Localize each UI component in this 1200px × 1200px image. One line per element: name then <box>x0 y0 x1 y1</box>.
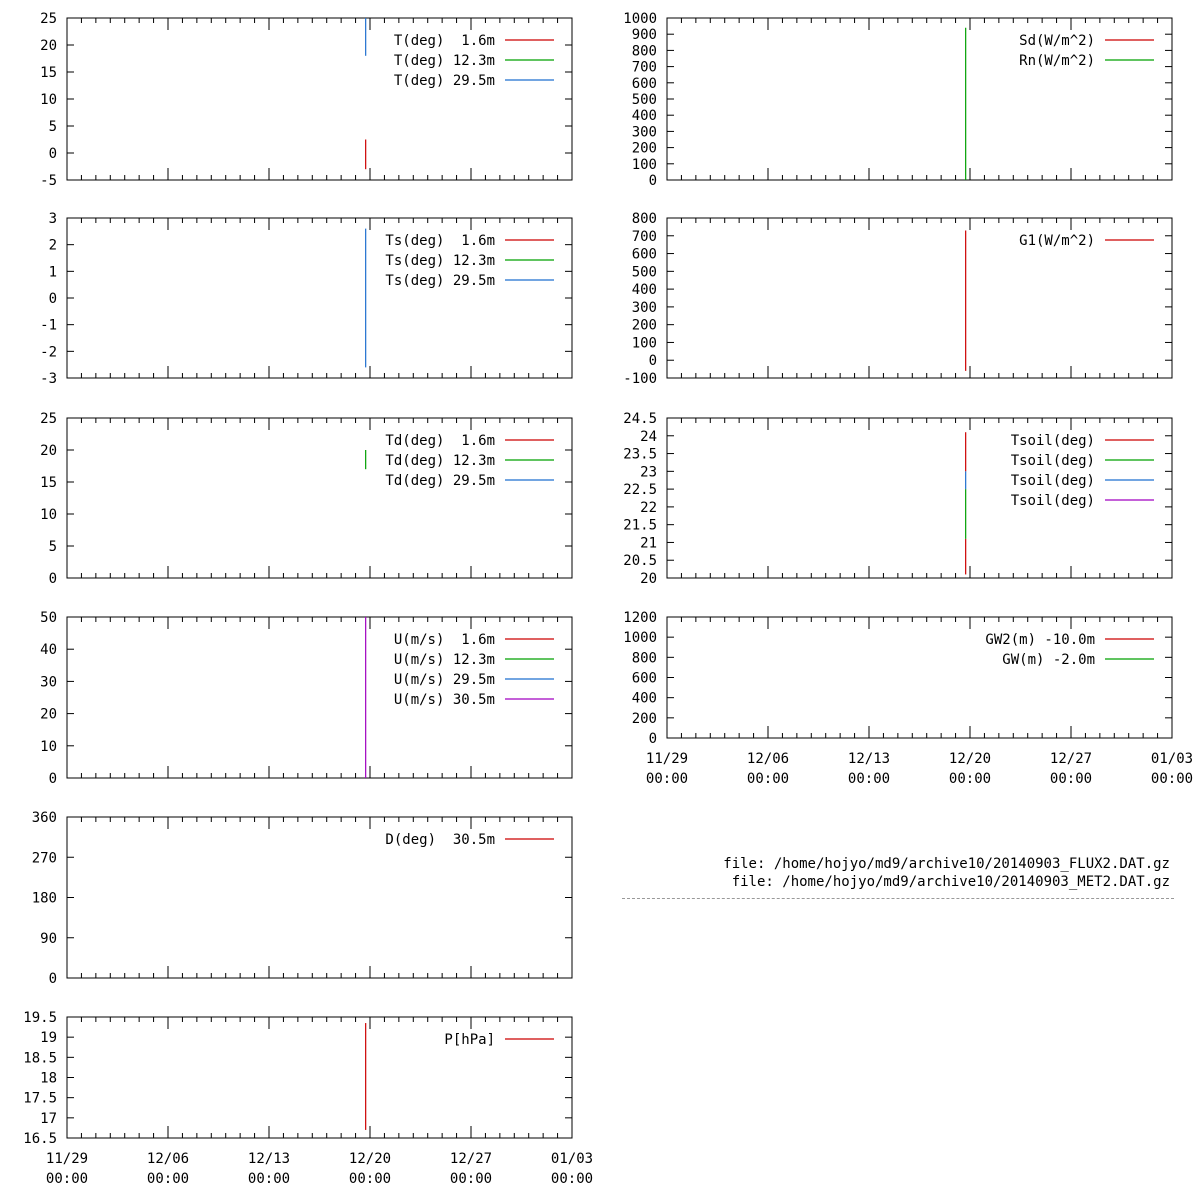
y-tick-label: 5 <box>48 119 57 135</box>
x-tick-label-time: 00:00 <box>645 771 689 787</box>
y-tick-label: 0 <box>648 731 657 747</box>
legend-label: U(m/s) 1.6m <box>393 632 495 648</box>
legend-label: D(deg) 30.5m <box>385 832 495 848</box>
y-tick-label: 17 <box>40 1110 57 1127</box>
plot-frame-pres <box>67 1017 572 1138</box>
x-tick-label-date: 12/27 <box>449 1151 493 1167</box>
y-tick-label: 270 <box>31 850 57 867</box>
x-tick-label-date: 01/03 <box>1150 751 1194 767</box>
y-tick-label: 21.5 <box>623 517 657 534</box>
y-tick-label: 300 <box>631 299 657 316</box>
x-tick-label-date: 12/13 <box>847 751 891 767</box>
y-tick-label: 300 <box>631 124 657 141</box>
x-tick-label-date: 12/27 <box>1049 751 1093 767</box>
y-tick-label: 15 <box>40 475 57 491</box>
panel-wind <box>40 610 572 787</box>
y-tick-label: 1200 <box>623 610 657 626</box>
plot-frame-g1 <box>667 218 1172 378</box>
x-tick-label-date: 11/29 <box>645 751 689 767</box>
legend-label: GW(m) -2.0m <box>1002 652 1095 668</box>
y-tick-label: 200 <box>631 710 657 727</box>
x-tick-label-time: 00:00 <box>45 1171 89 1187</box>
legend-label: Ts(deg) 29.5m <box>385 273 495 289</box>
x-tick-label-time: 00:00 <box>550 1171 594 1187</box>
x-tick-label-date: 01/03 <box>550 1151 594 1167</box>
y-tick-label: 23.5 <box>623 446 657 463</box>
y-tick-label: 600 <box>631 246 657 263</box>
plot-frame-wind <box>67 617 572 778</box>
x-tick-label-time: 00:00 <box>247 1171 291 1187</box>
y-tick-label: 20.5 <box>623 553 657 570</box>
legend-label: Tsoil(deg) <box>1010 433 1095 449</box>
y-tick-label: 21 <box>640 535 657 552</box>
x-tick-label-time: 00:00 <box>746 771 790 787</box>
legend-label: T(deg) 29.5m <box>393 73 495 89</box>
y-tick-label: 22.5 <box>623 482 657 499</box>
legend-label: Td(deg) 29.5m <box>385 473 495 489</box>
y-tick-label: 10 <box>40 507 57 523</box>
y-tick-label: 25 <box>40 411 57 427</box>
y-tick-label: 20 <box>40 38 57 54</box>
file-info-line-2: file: /home/hojyo/md9/archive10/20140903_MET2.DAT.gz <box>731 874 1170 890</box>
panel-pres <box>23 1010 593 1187</box>
y-tick-label: 18.5 <box>23 1050 57 1067</box>
panel-tsoil <box>623 411 1172 587</box>
legend-label: U(m/s) 12.3m <box>393 652 495 668</box>
y-tick-label: 16.5 <box>23 1131 57 1147</box>
x-tick-label-time: 00:00 <box>847 771 891 787</box>
plot-frame-tsoil <box>667 418 1172 578</box>
y-tick-label: 0 <box>48 291 57 307</box>
legend-label: G1(W/m^2) <box>1019 233 1095 249</box>
y-tick-label: -1 <box>40 317 57 334</box>
legend-label: U(m/s) 30.5m <box>393 692 495 708</box>
legend-label: Tsoil(deg) <box>1010 473 1095 489</box>
y-tick-label: 17.5 <box>23 1090 57 1107</box>
legend-label: Ts(deg) 12.3m <box>385 253 495 269</box>
y-tick-label: -100 <box>623 371 657 387</box>
y-tick-label: 0 <box>48 571 57 587</box>
plot-frame-temp <box>67 18 572 180</box>
y-tick-label: 800 <box>631 650 657 667</box>
panel-g1 <box>623 211 1172 387</box>
y-tick-label: 22 <box>640 499 657 516</box>
y-tick-label: 10 <box>40 92 57 108</box>
y-tick-label: 10 <box>40 738 57 755</box>
legend-label: GW2(m) -10.0m <box>985 632 1095 648</box>
x-tick-label-date: 11/29 <box>45 1151 89 1167</box>
y-tick-label: 0 <box>48 146 57 162</box>
x-tick-label-time: 00:00 <box>1049 771 1093 787</box>
plot-frame-ts <box>67 218 572 378</box>
legend-label: Td(deg) 1.6m <box>385 433 495 449</box>
y-tick-label: 0 <box>648 353 657 370</box>
y-tick-label: -2 <box>40 344 57 361</box>
panel-ts <box>40 211 572 387</box>
y-tick-label: 20 <box>40 706 57 723</box>
y-tick-label: 700 <box>631 228 657 245</box>
y-tick-label: 1000 <box>623 11 657 27</box>
panel-temp <box>40 11 572 189</box>
y-tick-label: 19 <box>40 1030 57 1047</box>
y-tick-label: 500 <box>631 264 657 281</box>
y-tick-label: 600 <box>631 75 657 92</box>
x-tick-label-date: 12/06 <box>146 1151 190 1167</box>
legend-label: Tsoil(deg) <box>1010 453 1095 469</box>
y-tick-label: 800 <box>631 211 657 227</box>
y-tick-label: 30 <box>40 674 57 691</box>
y-tick-label: 800 <box>631 43 657 60</box>
x-tick-label-date: 12/20 <box>948 751 992 767</box>
y-tick-label: 24 <box>640 428 657 445</box>
file-info-separator <box>622 898 1174 899</box>
y-tick-label: 19.5 <box>23 1010 57 1026</box>
y-tick-label: 20 <box>640 571 657 587</box>
y-tick-label: 400 <box>631 690 657 707</box>
y-tick-label: 360 <box>31 810 57 826</box>
legend-label: T(deg) 12.3m <box>393 53 495 69</box>
y-tick-label: 90 <box>40 930 57 947</box>
x-tick-label-time: 00:00 <box>1150 771 1194 787</box>
legend-label: U(m/s) 29.5m <box>393 672 495 688</box>
y-tick-label: 500 <box>631 92 657 108</box>
file-info-line-1: file: /home/hojyo/md9/archive10/20140903_FLUX2.DAT.gz <box>723 856 1170 872</box>
y-tick-label: 400 <box>631 108 657 125</box>
y-tick-label: 5 <box>48 539 57 555</box>
y-tick-label: 25 <box>40 11 57 27</box>
x-tick-label-date: 12/20 <box>348 1151 392 1167</box>
x-tick-label-date: 12/06 <box>746 751 790 767</box>
y-tick-label: 15 <box>40 65 57 81</box>
legend-label: Sd(W/m^2) <box>1019 33 1095 49</box>
y-tick-label: 100 <box>631 335 657 352</box>
y-tick-label: 1 <box>48 264 57 281</box>
panel-td <box>40 411 572 587</box>
legend-label: P[hPa] <box>444 1032 495 1048</box>
legend-label: Td(deg) 12.3m <box>385 453 495 469</box>
y-tick-label: 2 <box>48 237 57 254</box>
x-tick-label-date: 12/13 <box>247 1151 291 1167</box>
panel-dir <box>32 810 572 987</box>
y-tick-label: 24.5 <box>623 411 657 427</box>
y-tick-label: 20 <box>40 443 57 459</box>
y-tick-label: 3 <box>48 211 57 227</box>
plot-frame-td <box>67 418 572 578</box>
y-tick-label: 200 <box>631 317 657 334</box>
y-tick-label: 0 <box>48 971 57 987</box>
y-tick-label: 900 <box>631 27 657 44</box>
legend-label: Rn(W/m^2) <box>1019 53 1095 69</box>
x-tick-label-time: 00:00 <box>348 1171 392 1187</box>
y-tick-label: 200 <box>631 140 657 157</box>
legend-label: Ts(deg) 1.6m <box>385 233 495 249</box>
y-tick-label: -5 <box>40 173 57 189</box>
y-tick-label: 700 <box>631 59 657 76</box>
plot-frame-dir <box>67 817 572 978</box>
panel-gw <box>623 610 1193 787</box>
plot-frame-gw <box>667 617 1172 738</box>
x-tick-label-time: 00:00 <box>449 1171 493 1187</box>
panel-rad <box>623 11 1172 189</box>
y-tick-label: -3 <box>40 371 57 387</box>
y-tick-label: 0 <box>648 173 657 189</box>
y-tick-label: 400 <box>631 282 657 299</box>
x-tick-label-time: 00:00 <box>146 1171 190 1187</box>
y-tick-label: 40 <box>40 642 57 659</box>
y-tick-label: 100 <box>631 156 657 173</box>
x-tick-label-time: 00:00 <box>948 771 992 787</box>
y-tick-label: 1000 <box>623 630 657 647</box>
y-tick-label: 50 <box>40 610 57 626</box>
y-tick-label: 18 <box>40 1070 57 1087</box>
legend-label: T(deg) 1.6m <box>393 33 495 49</box>
legend-label: Tsoil(deg) <box>1010 493 1095 509</box>
plot-frame-rad <box>667 18 1172 180</box>
y-tick-label: 600 <box>631 670 657 687</box>
y-tick-label: 180 <box>31 890 57 907</box>
y-tick-label: 23 <box>640 464 657 481</box>
file-info <box>622 855 1170 891</box>
y-tick-label: 0 <box>48 771 57 787</box>
